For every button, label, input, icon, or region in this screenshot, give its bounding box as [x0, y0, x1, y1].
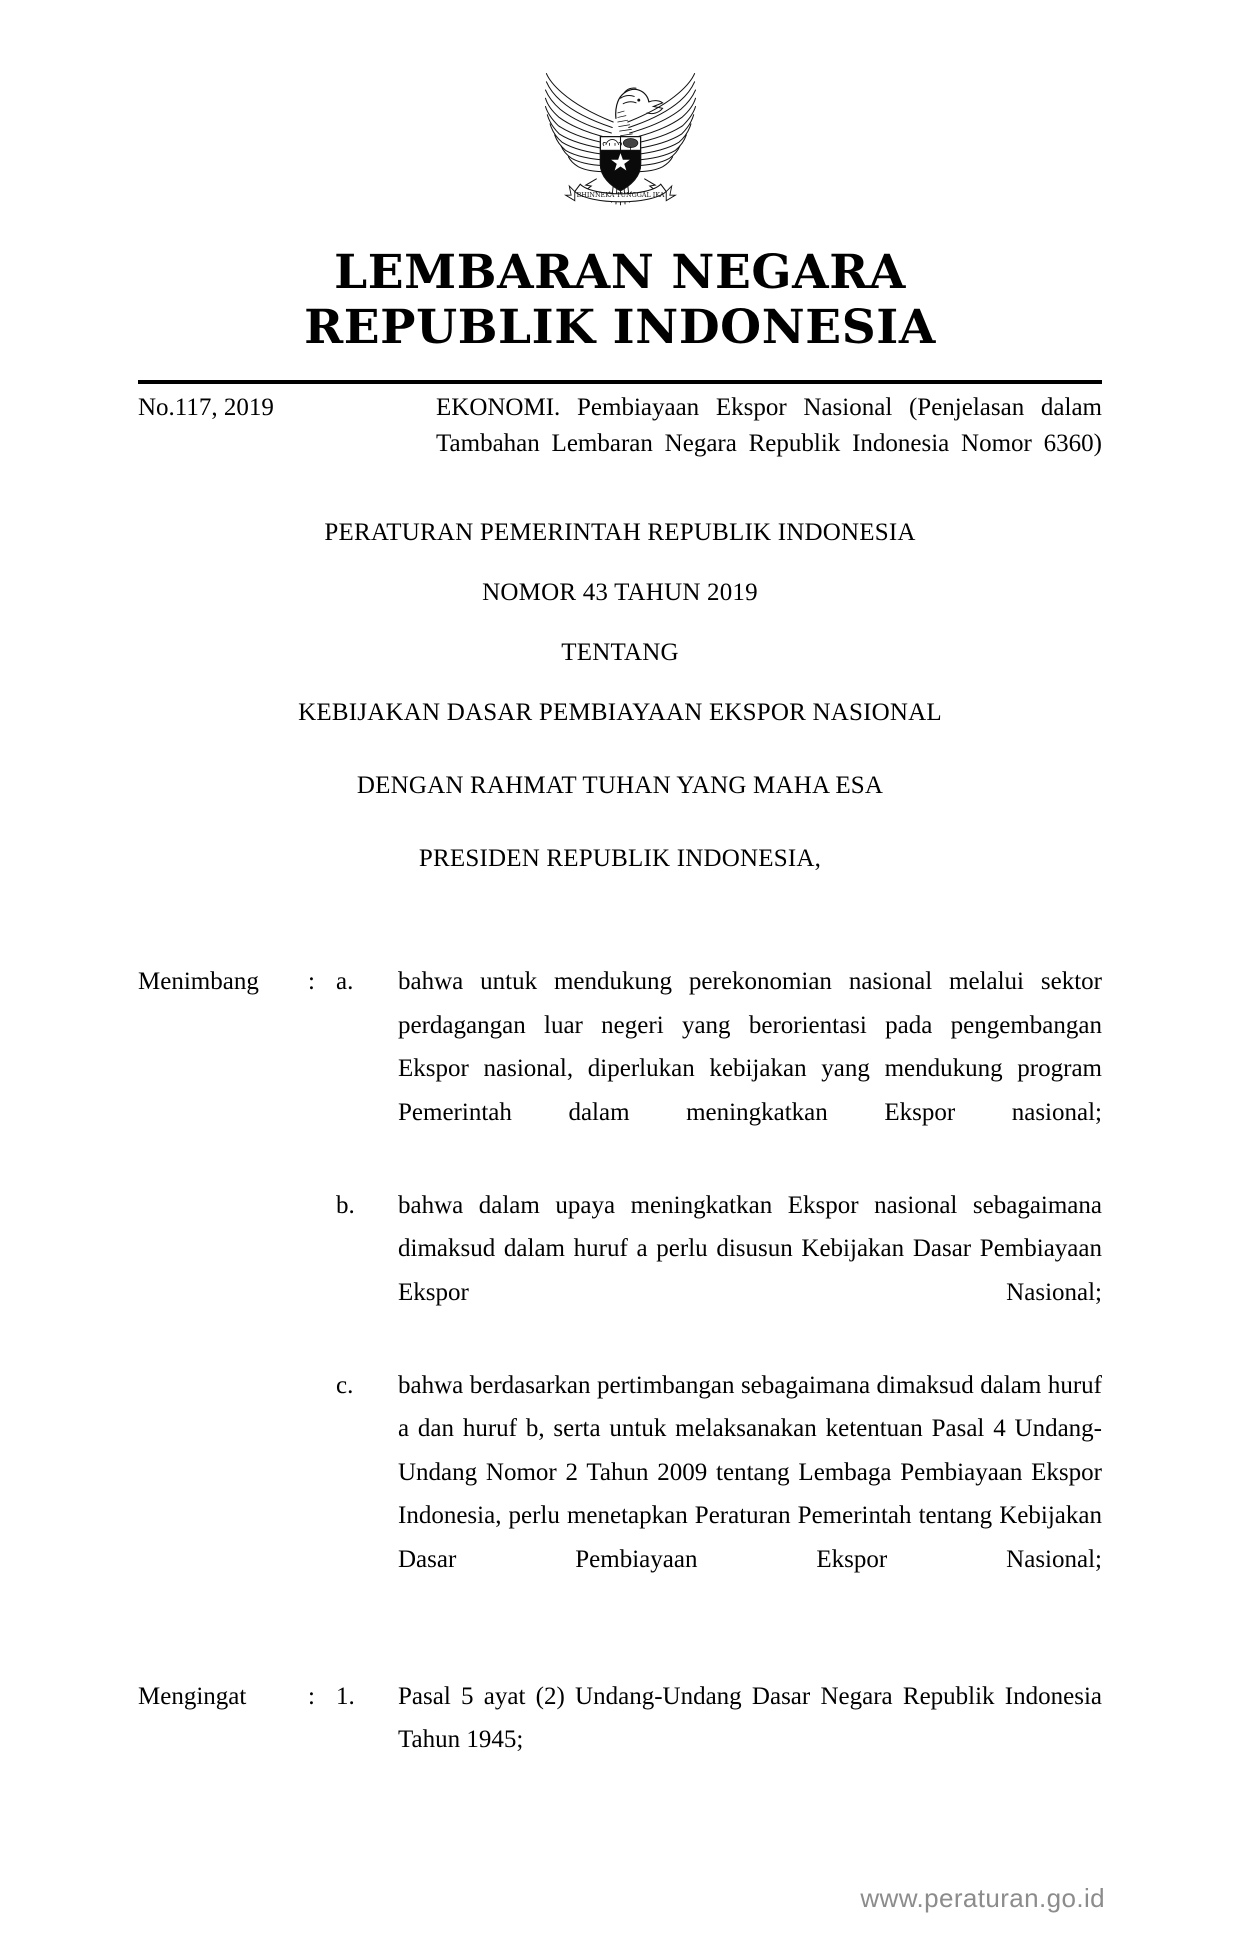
gazette-number: No.117, 2019: [138, 394, 274, 421]
emblem-motto-text: BHINNEKA TUNGGAL IKA: [576, 191, 664, 200]
regulation-number: NOMOR 43 TAHUN 2019: [482, 579, 758, 606]
footer-watermark: www.peraturan.go.id: [860, 1883, 1105, 1913]
considerations-group: [138, 960, 1102, 1625]
invocation-line: DENGAN RAHMAT TUHAN YANG MAHA ESA: [356, 772, 884, 799]
consideration-text-a: bahwa untuk mendukung perekonomian nasional melalui sektor perdagangan luar negeri yang berorientasi pada pengembangan Ekspor nasional, diperlukan kebijakan yang mendukung program Pemerintah dalam meningkatkan Ekspor nasional;: [398, 968, 1102, 1126]
regulation-issuer: PERATURAN PEMERINTAH REPUBLIK INDONESIA: [324, 519, 916, 546]
consideration-text-c: bahwa berdasarkan pertimbangan sebagaimana dimaksud dalam huruf a dan huruf b, serta untuk melaksanakan ketentuan Pasal 4 Undang-Undang Nomor 2 Tahun 2009 tentang Lembaga Pembiayaan Ekspor Indonesia, perlu menetapkan Peraturan Pemerintah tentang Kebijakan Dasar Pembiayaan Ekspor Nasional;: [398, 1371, 1102, 1573]
consideration-item-a: [138, 960, 1102, 1178]
regulation-subject: KEBIJAKAN DASAR PEMBIAYAAN EKSPOR NASIONAL: [298, 699, 942, 726]
clause-group-spacer: [138, 1631, 1102, 1675]
gazette-subject: EKONOMI. Pembiayaan Ekspor Nasional (Penjelasan dalam Tambahan Lembaran Negara Republik Indonesia Nomor 6360): [436, 394, 1102, 457]
emblem-container: [0, 58, 1240, 208]
consideration-marker-a: a.: [336, 968, 354, 995]
legal-basis-group: [138, 1675, 1102, 1762]
legal-basis-item-1: [138, 1675, 1102, 1762]
legal-basis-text-1: Pasal 5 ayat (2) Undang-Undang Dasar Negara Republik Indonesia Tahun 1945;: [398, 1682, 1102, 1753]
clauses-container: [138, 960, 1102, 1768]
garuda-pancasila-icon: [528, 58, 713, 208]
regulation-title-block: [0, 520, 1240, 906]
legal-basis-colon: :: [308, 1682, 315, 1710]
legal-basis-marker-1: 1.: [336, 1682, 355, 1710]
regulation-about-label: TENTANG: [561, 639, 679, 666]
legal-basis-label: Mengingat: [138, 1682, 247, 1710]
header-divider: [138, 380, 1102, 384]
considerations-colon: :: [308, 968, 315, 995]
masthead: [0, 245, 1240, 356]
consideration-text-b: bahwa dalam upaya meningkatkan Ekspor nasional sebagaimana dimaksud dalam huruf a perlu disusun Kebijakan Dasar Pembiayaan Ekspor Nasional;: [398, 1191, 1102, 1306]
president-line: PRESIDEN REPUBLIK INDONESIA,: [418, 845, 822, 872]
masthead-line-2: REPUBLIK INDONESIA: [304, 300, 936, 356]
consideration-item-c: [138, 1364, 1102, 1625]
consideration-marker-b: b.: [336, 1191, 355, 1219]
considerations-label: Menimbang: [138, 968, 259, 995]
masthead-line-1: LEMBARAN NEGARA: [334, 245, 906, 300]
consideration-item-b: [138, 1184, 1102, 1358]
consideration-marker-c: c.: [336, 1371, 354, 1399]
gazette-header-row: [138, 390, 1102, 497]
